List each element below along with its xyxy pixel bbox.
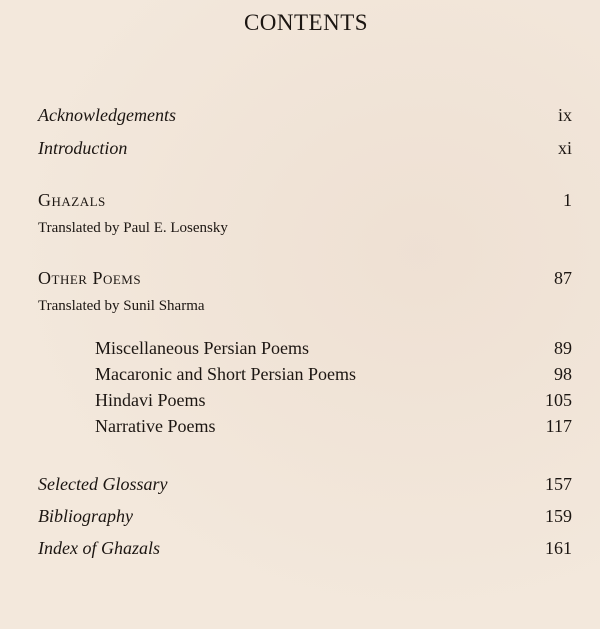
toc-entry-label: Narrative Poems xyxy=(95,416,216,436)
toc-section-ghazals xyxy=(38,190,572,211)
toc-entry-page: 161 xyxy=(545,538,572,558)
toc-subentry-macaronic-poems xyxy=(95,364,572,385)
toc-section-title: Other Poems xyxy=(38,268,142,288)
toc-entry-page: 105 xyxy=(545,390,572,410)
toc-subentry-narrative-poems xyxy=(95,416,572,437)
toc-subentry-miscellaneous-persian-poems xyxy=(95,338,572,359)
toc-entry-label: Index of Ghazals xyxy=(38,538,160,558)
toc-entry-page: 159 xyxy=(545,506,572,526)
toc-entry-bibliography xyxy=(38,506,572,527)
page-title: CONTENTS xyxy=(243,10,369,35)
toc-entry-acknowledgements xyxy=(38,105,572,126)
toc-entry-label: Acknowledgements xyxy=(38,105,176,125)
toc-entry-label: Bibliography xyxy=(38,506,133,526)
toc-subentry-hindavi-poems xyxy=(95,390,572,411)
toc-entry-index-of-ghazals xyxy=(38,538,572,559)
toc-entry-page: 157 xyxy=(545,474,572,494)
toc-entry-page: 1 xyxy=(563,190,572,210)
toc-entry-page: ix xyxy=(557,105,572,125)
toc-section-title: Ghazals xyxy=(38,190,106,210)
toc-entry-page: 89 xyxy=(554,338,572,358)
toc-entry-label: Macaronic and Short Persian Poems xyxy=(95,364,356,384)
toc-entry-label: Miscellaneous Persian Poems xyxy=(95,338,309,358)
toc-entry-page: 87 xyxy=(554,268,572,288)
toc-entry-page: 117 xyxy=(545,416,572,436)
toc-entry-selected-glossary xyxy=(38,474,572,495)
toc-section-other-poems xyxy=(38,268,572,289)
toc-entry-page: xi xyxy=(557,138,572,158)
toc-translator-credit: Translated by Paul E. Losensky xyxy=(38,220,228,236)
toc-translator-credit: Translated by Sunil Sharma xyxy=(38,298,205,314)
toc-entry-label: Introduction xyxy=(38,138,128,158)
toc-entry-page: 98 xyxy=(554,364,572,384)
toc-entry-introduction xyxy=(38,138,572,159)
toc-entry-label: Hindavi Poems xyxy=(95,390,206,410)
toc-entry-label: Selected Glossary xyxy=(38,474,168,494)
